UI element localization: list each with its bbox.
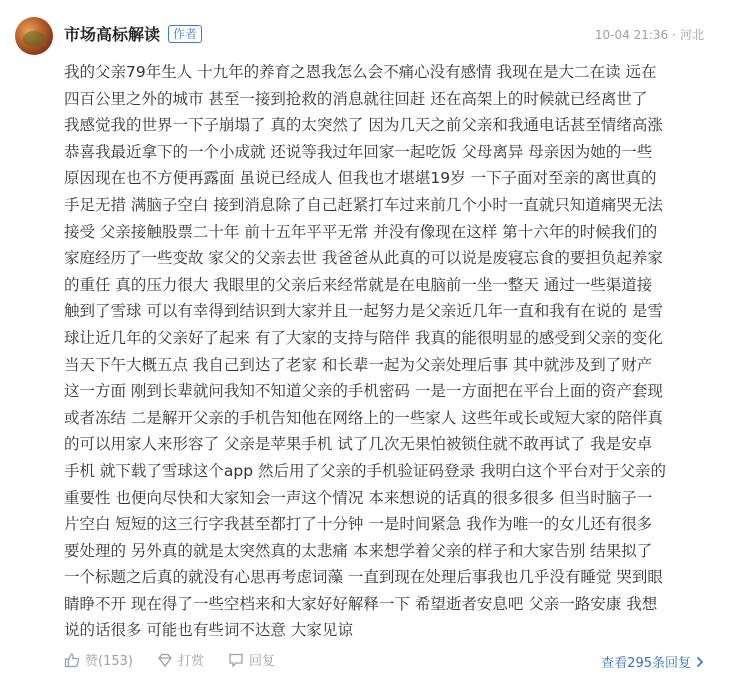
- content-line: 手机 就下载了雪球这个app 然后用了父亲的手机验证码登录 我明白这个平台对于父亲的: [64, 461, 666, 480]
- content-line: 原因现在也不方便再露面 虽说已经成人 但我也才堪堪19岁 一下子面对至亲的离世真的: [64, 169, 657, 188]
- content-line: 家庭经历了一些变故 家父的父亲去世 我爸爸从此真的可以说是废寝忘食的要担负起养家: [64, 249, 663, 268]
- content-line: 睛睁不开 现在得了一些空档来和大家好好解释一下 希望逝者安息吧 父亲一路安康 我想: [64, 594, 658, 613]
- content-line: 的可以用家人来形容了 父亲是苹果手机 试了几次无果怕被锁住就不敢再试了 我是安卓: [64, 435, 653, 454]
- content-line: 片空白 短短的这三行字我甚至都打了十分钟 一是时间紧急 我作为唯一的女儿还有很多: [64, 515, 653, 534]
- content-line: 一个标题之后真的就没有心思再考虑词藻 一直到现在处理后事我也几乎没有睡觉 哭到眼: [64, 568, 663, 587]
- content-line: 手足无措 满脑子空白 接到消息除了自己赶紧打车过来前几个小时一直就只知道痛哭无法: [64, 195, 663, 214]
- post-content: [64, 59, 719, 644]
- author-badge: 作者: [168, 25, 202, 43]
- content-line: 说的话很多 可能也有些词不达意 大家见谅: [64, 621, 353, 640]
- content-line: 重要性 也便向尽快和大家知会一声这个情况 本来想说的话真的很多很多 但当时脑子一: [64, 488, 653, 507]
- view-replies-link[interactable]: [601, 652, 704, 671]
- reward-button[interactable]: [157, 650, 204, 669]
- content-line: 四百公里之外的城市 甚至一接到抢救的消息就往回赶 还在高架上的时候就已经离世了: [64, 89, 648, 108]
- content-line: 触到了雪球 可以有幸得到结识到大家并且一起努力是父亲近几年一直和我有在说的 是雪: [64, 302, 663, 321]
- content-line: 恭喜我最近拿下的一个小成就 还说等我过年回家一起吃饭 父母离异 母亲因为她的一些: [64, 142, 653, 161]
- content-line: 或者冻结 二是解开父亲的手机告知他在网络上的一些家人 这些年或长或短大家的陪伴真: [64, 408, 663, 427]
- author-name[interactable]: 市场高标解读: [64, 25, 161, 44]
- content-line: 我感觉我的世界一下子崩塌了 真的太突然了 因为几天之前父亲和我通电话甚至情绪高涨: [64, 116, 663, 135]
- content-line: 球让近几年的父亲好了起来 有了大家的支持与陪伴 我真的能很明显的感受到父亲的变化: [64, 328, 663, 347]
- content-line: 接受 父亲接触股票二十年 前十五年平平无常 并没有像现在这样 第十六年的时候我们的: [64, 222, 658, 241]
- content-line: 当天下午大概五点 我自己到达了老家 和长辈一起为父亲处理后事 其中就涉及到了财产: [64, 355, 653, 374]
- thumbs-up-icon: [64, 652, 80, 668]
- post-meta: [595, 26, 704, 43]
- reply-button[interactable]: [228, 650, 275, 669]
- post-time: 10-04 21:36: [594, 28, 669, 42]
- reward-icon: [157, 652, 173, 668]
- like-label: 赞(153): [85, 654, 133, 669]
- avatar[interactable]: [15, 17, 53, 55]
- content-line: 这一方面 刚到长辈就问我知不知道父亲的手机密码 一是一方面把在平台上面的资产套现: [64, 382, 663, 401]
- chevron-right-icon: [696, 656, 704, 668]
- author-row: [64, 22, 202, 45]
- content-line: 的重任 真的压力很大 我眼里的父亲后来经常就是在电脑前一坐一整天 通过一些渠道接: [64, 275, 653, 294]
- reward-label: 打赏: [177, 654, 204, 669]
- reply-label: 回复: [248, 654, 275, 669]
- like-button[interactable]: [64, 650, 133, 669]
- content-line: 我的父亲79年生人 十九年的养育之恩我怎么会不痛心没有感情 我现在是大二在读 远在: [64, 63, 657, 81]
- action-bar: [64, 650, 299, 669]
- content-line: 要处理的 另外真的就是太突然真的太悲痛 本来想学着父亲的样子和大家告别 结果拟了: [64, 541, 653, 560]
- comment-icon: [228, 652, 244, 668]
- view-replies-label: 查看295条回复: [601, 656, 691, 671]
- meta-separator: ·: [672, 28, 676, 42]
- post-location: 河北: [679, 28, 704, 42]
